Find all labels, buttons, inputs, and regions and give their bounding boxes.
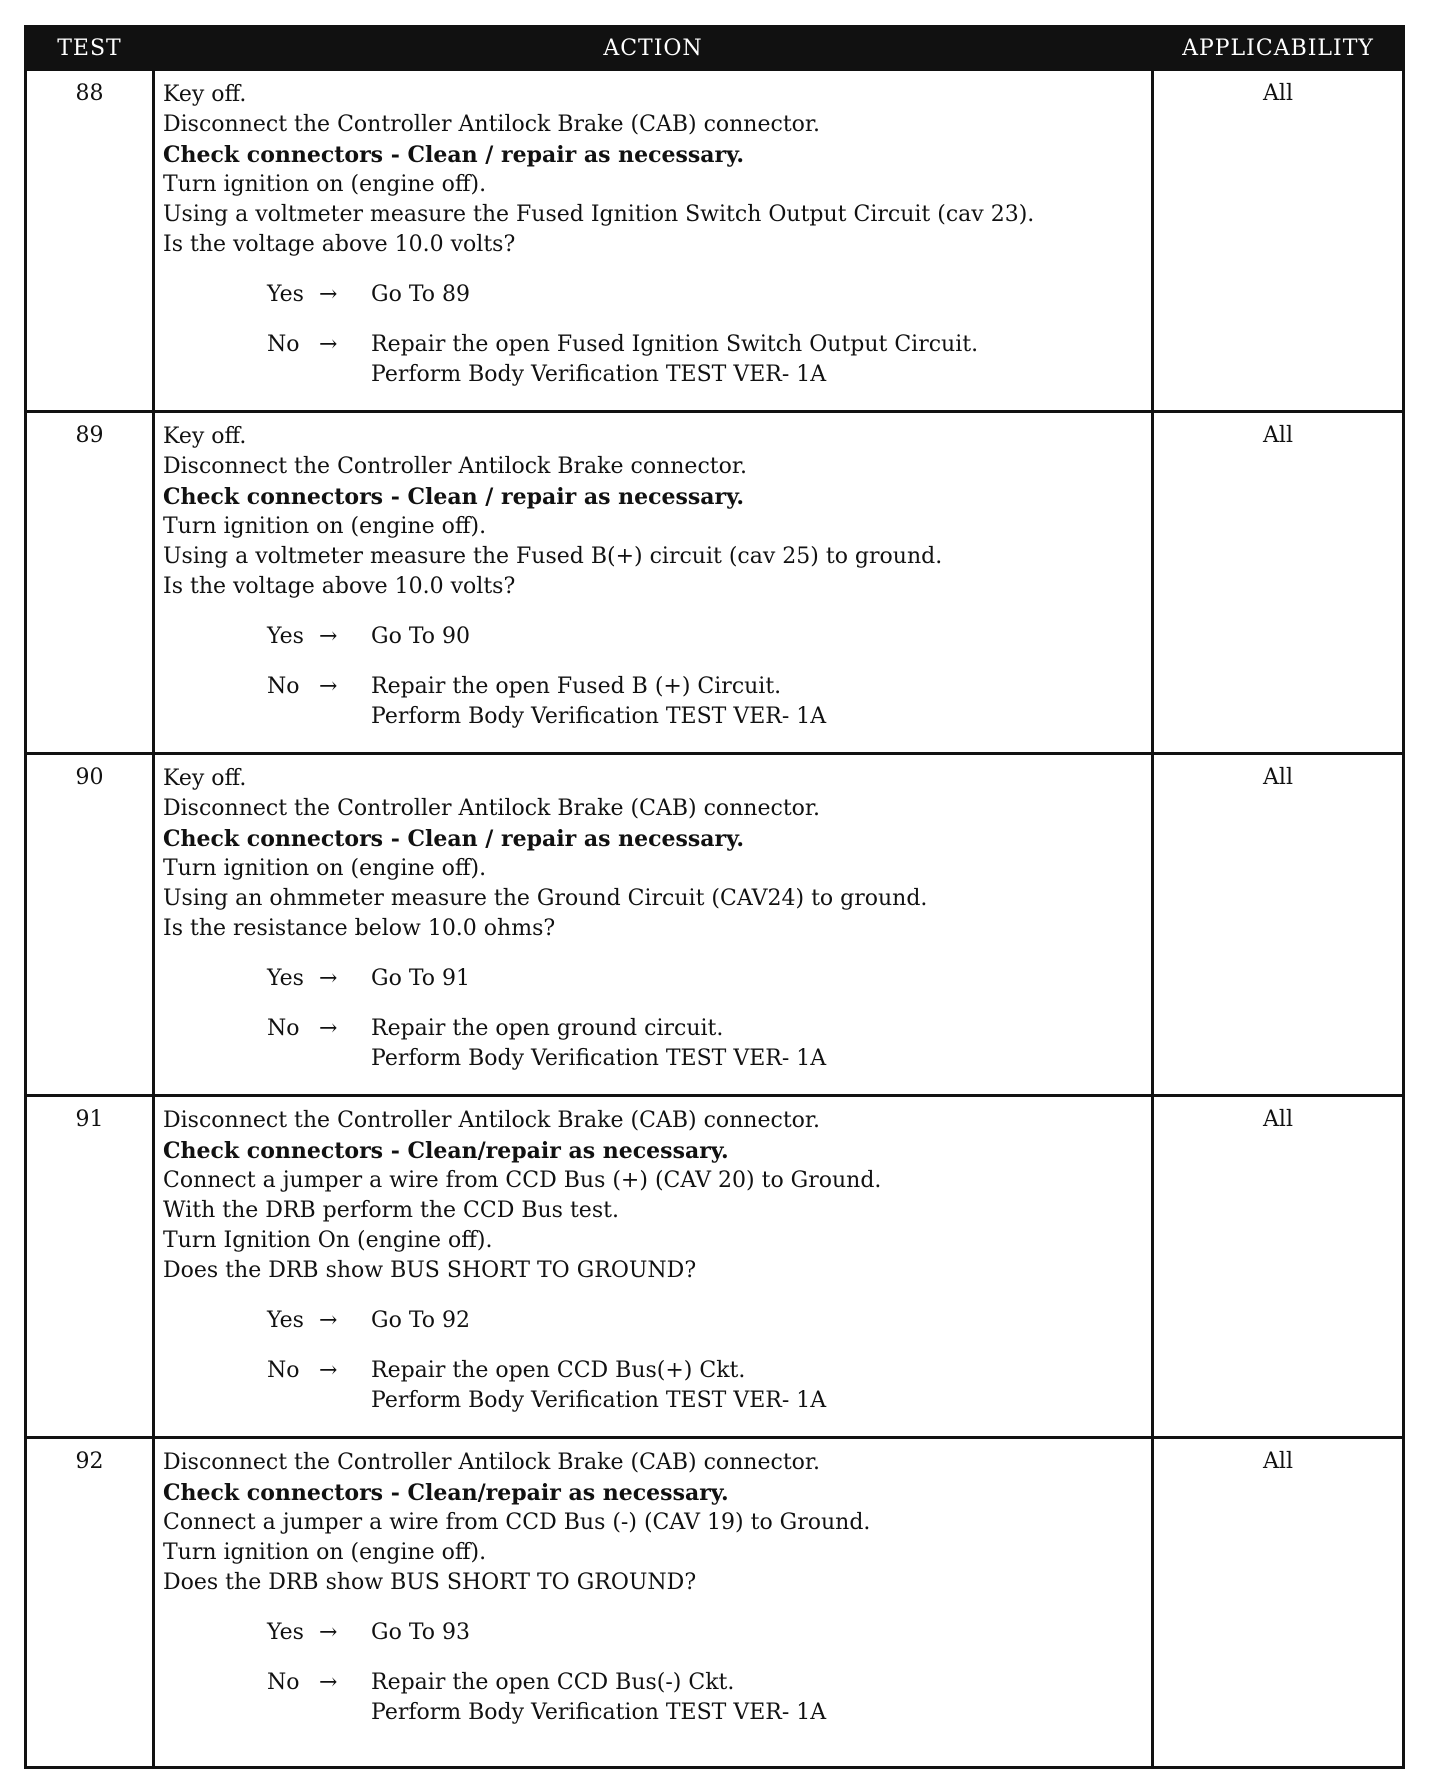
yes-branch [163,1306,1141,1336]
action-step: Turn ignition on (engine off). [163,514,487,539]
action-step: Disconnect the Controller Antilock Brake (CAB) connector. [163,112,820,137]
test-number: 91 [26,1096,154,1438]
no-label: No [267,1016,300,1041]
action-step: With the DRB perform the CCD Bus test. [163,1198,619,1223]
action-cell [154,412,1153,754]
action-step: Check connectors - Clean/repair as necessary. [163,1138,729,1164]
action-cell [154,754,1153,1096]
action-cell [154,1438,1153,1768]
no-result: Repair the open Fused Ignition Switch Output Circuit. Perform Body Verification TEST VER- 1A [371,332,979,387]
yes-result: Go To 90 [371,624,471,649]
header-applicability: APPLICABILITY [1153,27,1404,70]
applicability: All [1153,1096,1404,1438]
action-steps [163,80,1141,260]
no-branch [163,1356,1141,1416]
branches [163,1618,1141,1728]
action-step: Check connectors - Clean/repair as necessary. [163,1480,729,1506]
yes-result: Go To 91 [371,966,471,991]
no-branch [163,330,1141,390]
yes-label: Yes [267,1620,304,1645]
yes-result: Go To 89 [371,282,471,307]
branches [163,280,1141,390]
action-cell [154,70,1153,412]
table-row [26,70,1404,412]
arrow-right-icon: → [319,966,338,991]
arrow-right-icon: → [319,332,338,357]
action-step: Using a voltmeter measure the Fused B(+) circuit (cav 25) to ground. [163,544,943,569]
yes-result: Go To 92 [371,1308,471,1333]
action-step: Is the voltage above 10.0 volts? [163,232,516,257]
no-branch [163,1014,1141,1074]
action-step: Is the resistance below 10.0 ohms? [163,916,556,941]
arrow-right-icon: → [319,1670,338,1695]
action-step: Disconnect the Controller Antilock Brake connector. [163,454,747,479]
no-label: No [267,674,300,699]
arrow-right-icon: → [319,674,338,699]
no-branch [163,1668,1141,1728]
applicability: All [1153,754,1404,1096]
action-step: Disconnect the Controller Antilock Brake (CAB) connector. [163,1108,820,1133]
no-result: Repair the open CCD Bus(+) Ckt. Perform Body Verification TEST VER- 1A [371,1358,827,1413]
yes-branch [163,622,1141,652]
table-body [26,70,1404,1768]
yes-label: Yes [267,282,304,307]
test-number: 88 [26,70,154,412]
action-step: Key off. [163,766,247,791]
test-number: 92 [26,1438,154,1768]
applicability: All [1153,412,1404,754]
no-label: No [267,1358,300,1383]
header-test: TEST [26,27,154,70]
action-step: Using a voltmeter measure the Fused Ignition Switch Output Circuit (cav 23). [163,202,1035,227]
no-result: Repair the open Fused B (+) Circuit. Perform Body Verification TEST VER- 1A [371,674,827,729]
action-steps [163,422,1141,602]
action-step: Does the DRB show BUS SHORT TO GROUND? [163,1570,697,1595]
action-step: Key off. [163,424,247,449]
no-branch [163,672,1141,732]
action-step: Turn ignition on (engine off). [163,172,487,197]
yes-label: Yes [267,624,304,649]
table-row [26,1438,1404,1768]
action-step: Turn ignition on (engine off). [163,856,487,881]
action-step: Does the DRB show BUS SHORT TO GROUND? [163,1258,697,1283]
action-steps [163,764,1141,944]
no-label: No [267,332,300,357]
yes-result: Go To 93 [371,1620,471,1645]
diagnostic-table [24,25,1405,1769]
arrow-right-icon: → [319,1620,338,1645]
branches [163,1306,1141,1416]
action-step: Turn ignition on (engine off). [163,1540,487,1565]
action-steps [163,1106,1141,1286]
arrow-right-icon: → [319,1308,338,1333]
branches [163,964,1141,1074]
yes-label: Yes [267,966,304,991]
applicability: All [1153,1438,1404,1768]
no-result: Repair the open ground circuit. Perform Body Verification TEST VER- 1A [371,1016,827,1071]
branches [163,622,1141,732]
action-step: Using an ohmmeter measure the Ground Circuit (CAV24) to ground. [163,886,928,911]
no-result: Repair the open CCD Bus(-) Ckt. Perform Body Verification TEST VER- 1A [371,1670,827,1725]
yes-label: Yes [267,1308,304,1333]
applicability: All [1153,70,1404,412]
table-row [26,1096,1404,1438]
test-number: 90 [26,754,154,1096]
arrow-right-icon: → [319,624,338,649]
table-header-row [26,27,1404,70]
action-step: Check connectors - Clean / repair as necessary. [163,826,745,852]
action-step: Key off. [163,82,247,107]
table-row [26,412,1404,754]
action-step: Check connectors - Clean / repair as necessary. [163,142,745,168]
action-step: Connect a jumper a wire from CCD Bus (-) (CAV 19) to Ground. [163,1510,871,1535]
header-action: ACTION [154,27,1153,70]
action-cell [154,1096,1153,1438]
action-step: Is the voltage above 10.0 volts? [163,574,516,599]
action-step: Check connectors - Clean / repair as necessary. [163,484,745,510]
table-row [26,754,1404,1096]
test-number: 89 [26,412,154,754]
action-step: Connect a jumper a wire from CCD Bus (+) (CAV 20) to Ground. [163,1168,882,1193]
arrow-right-icon: → [319,1016,338,1041]
arrow-right-icon: → [319,282,338,307]
yes-branch [163,1618,1141,1648]
yes-branch [163,280,1141,310]
action-step: Disconnect the Controller Antilock Brake (CAB) connector. [163,1450,820,1475]
no-label: No [267,1670,300,1695]
arrow-right-icon: → [319,1358,338,1383]
action-step: Turn Ignition On (engine off). [163,1228,493,1253]
yes-branch [163,964,1141,994]
action-step: Disconnect the Controller Antilock Brake (CAB) connector. [163,796,820,821]
action-steps [163,1448,1141,1598]
